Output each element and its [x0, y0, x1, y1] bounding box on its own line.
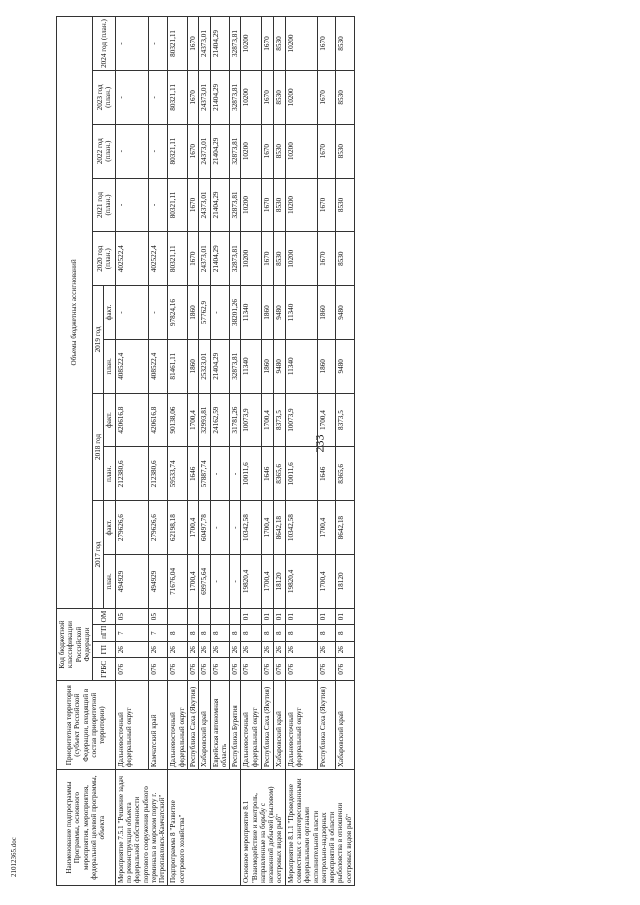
budget-code-cell: 076 — [187, 658, 198, 681]
value-cell: 8530 — [336, 17, 355, 71]
value-cell: - — [230, 447, 241, 501]
budget-code-cell: 8 — [261, 625, 273, 642]
value-cell: 11340 — [241, 339, 262, 393]
value-cell: 80321,11 — [168, 17, 188, 71]
value-cell: 1646 — [317, 447, 336, 501]
table-row — [199, 17, 210, 886]
budget-code-cell: 26 — [149, 641, 168, 658]
budget-code-cell: 26 — [210, 641, 230, 658]
budget-code-cell: 01 — [241, 608, 262, 625]
budget-code-cell: 26 — [187, 641, 198, 658]
value-cell: 80321,11 — [168, 178, 188, 232]
budget-code-cell — [187, 608, 198, 625]
value-cell: 10073,9 — [285, 393, 317, 447]
budget-code-cell: 05 — [149, 608, 168, 625]
value-cell: 1670 — [187, 17, 198, 71]
value-cell: 32873,81 — [230, 232, 241, 286]
value-cell: 10200 — [285, 232, 317, 286]
value-cell: 1670 — [317, 124, 336, 178]
table-row — [241, 17, 262, 886]
value-cell: 10342,58 — [285, 501, 317, 555]
value-cell: 38201,26 — [230, 286, 241, 340]
value-cell: 24373,01 — [199, 17, 210, 71]
value-cell: 420616,8 — [115, 393, 148, 447]
value-cell: 1670 — [317, 17, 336, 71]
value-cell: 1700,4 — [187, 393, 198, 447]
value-cell: 10200 — [285, 178, 317, 232]
value-cell: 10200 — [241, 17, 262, 71]
value-cell: 32873,81 — [230, 124, 241, 178]
value-cell: 8530 — [273, 178, 285, 232]
value-cell: 71676,04 — [168, 555, 188, 609]
header-2019: 2019 год — [93, 286, 104, 394]
value-cell: 1860 — [261, 339, 273, 393]
value-cell: - — [210, 447, 230, 501]
header-2020: 2020 год (план.) — [93, 232, 116, 286]
budget-code-cell: 01 — [285, 608, 317, 625]
value-cell: 10200 — [241, 71, 262, 125]
budget-code-cell: 076 — [199, 658, 210, 681]
value-cell: 80321,11 — [168, 232, 188, 286]
budget-code-cell: 076 — [115, 658, 148, 681]
budget-table — [56, 16, 355, 886]
territory-cell: Дальневосточный федеральный округ — [115, 681, 148, 770]
table-row — [168, 17, 188, 886]
budget-code-cell: 7 — [149, 625, 168, 642]
page-number: 233 — [312, 434, 327, 453]
value-cell: 1860 — [187, 286, 198, 340]
value-cell: 8530 — [273, 71, 285, 125]
value-cell: - — [149, 71, 168, 125]
value-cell: 21404,29 — [210, 71, 230, 125]
header-budget-code: Код бюджетной классификации Российской Федерации — [57, 608, 93, 680]
territory-cell: Камчатский край — [149, 681, 168, 770]
table-row — [230, 17, 241, 886]
value-cell: 24373,01 — [199, 71, 210, 125]
budget-code-cell: 26 — [285, 641, 317, 658]
value-cell: 1670 — [187, 71, 198, 125]
value-cell: 62198,18 — [168, 501, 188, 555]
value-cell: 8365,6 — [336, 447, 355, 501]
value-cell: 1670 — [187, 232, 198, 286]
value-cell: 21404,29 — [210, 339, 230, 393]
value-cell: 9480 — [273, 339, 285, 393]
value-cell: - — [210, 286, 230, 340]
value-cell: 10200 — [285, 124, 317, 178]
value-cell: 10200 — [241, 124, 262, 178]
header-2018-fact: факт. — [104, 393, 115, 447]
value-cell: - — [115, 124, 148, 178]
budget-code-cell: 7 — [115, 625, 148, 642]
value-cell: 60497,78 — [199, 501, 210, 555]
budget-code-cell: 26 — [230, 641, 241, 658]
value-cell: 1670 — [261, 71, 273, 125]
header-2018: 2018 год — [93, 393, 104, 501]
value-cell: 9480 — [336, 286, 355, 340]
value-cell: 19820,4 — [241, 555, 262, 609]
budget-code-cell: 076 — [336, 658, 355, 681]
value-cell: 10011,6 — [241, 447, 262, 501]
territory-cell: Дальневосточный федеральный округ — [285, 681, 317, 770]
value-cell: 10200 — [241, 232, 262, 286]
value-cell: 1700,4 — [261, 555, 273, 609]
table-row — [261, 17, 273, 886]
value-cell: - — [230, 555, 241, 609]
header-2021: 2021 год (план.) — [93, 178, 116, 232]
value-cell: 21404,29 — [210, 232, 230, 286]
value-cell: 1700,4 — [317, 393, 336, 447]
budget-code-cell: 26 — [199, 641, 210, 658]
header-2019-plan: план. — [104, 339, 115, 393]
value-cell: 8642,18 — [273, 501, 285, 555]
budget-code-cell: 076 — [241, 658, 262, 681]
budget-code-cell: 01 — [273, 608, 285, 625]
budget-code-cell: 8 — [199, 625, 210, 642]
value-cell: 494929 — [149, 555, 168, 609]
territory-cell: Республика Бурятия — [230, 681, 241, 770]
value-cell: 1700,4 — [261, 393, 273, 447]
value-cell: - — [115, 286, 148, 340]
value-cell: 10200 — [285, 71, 317, 125]
value-cell: 24373,01 — [199, 178, 210, 232]
budget-code-cell: 8 — [285, 625, 317, 642]
budget-code-cell: 01 — [261, 608, 273, 625]
value-cell: 212380,6 — [149, 447, 168, 501]
value-cell: 80321,11 — [168, 71, 188, 125]
header-2024: 2024 год (план.) — [93, 17, 116, 71]
value-cell: 1670 — [261, 17, 273, 71]
value-cell: 212380,6 — [115, 447, 148, 501]
value-cell: 24373,01 — [199, 232, 210, 286]
budget-code-cell: 01 — [317, 608, 336, 625]
table-row — [273, 17, 285, 886]
value-cell: 402522,4 — [149, 232, 168, 286]
value-cell: 69975,64 — [199, 555, 210, 609]
header-territory: Приоритетная территория (субъект Российской Федерации, входящий в состав приоритетной территории) — [57, 681, 116, 770]
value-cell: 32873,81 — [230, 17, 241, 71]
header-2017-fact: факт. — [104, 501, 115, 555]
value-cell: 10200 — [241, 178, 262, 232]
header-2018-plan: план. — [104, 447, 115, 501]
value-cell: 1670 — [261, 124, 273, 178]
table-row — [149, 17, 168, 886]
value-cell: 8530 — [273, 124, 285, 178]
value-cell: 408522,4 — [149, 339, 168, 393]
header-gp: ГП — [93, 641, 116, 658]
value-cell: 1646 — [261, 447, 273, 501]
budget-code-cell: 8 — [230, 625, 241, 642]
value-cell: 8642,18 — [336, 501, 355, 555]
value-cell: 24162,59 — [210, 393, 230, 447]
value-cell: 10200 — [285, 17, 317, 71]
value-cell: - — [210, 555, 230, 609]
value-cell: 97824,16 — [168, 286, 188, 340]
value-cell: 8373,5 — [336, 393, 355, 447]
territory-cell: Хабаровский край — [336, 681, 355, 770]
value-cell: - — [149, 17, 168, 71]
budget-code-cell: 076 — [230, 658, 241, 681]
value-cell: 8530 — [336, 178, 355, 232]
header-volumes: Объемы бюджетных ассигнований — [57, 17, 93, 609]
budget-code-cell: 26 — [273, 641, 285, 658]
value-cell: 1860 — [261, 286, 273, 340]
value-cell: 21404,29 — [210, 17, 230, 71]
budget-code-cell: 8 — [336, 625, 355, 642]
value-cell: 90138,06 — [168, 393, 188, 447]
budget-table-wrapper — [56, 16, 636, 886]
territory-cell: Республика Саха (Якутия) — [187, 681, 198, 770]
value-cell: 1670 — [187, 178, 198, 232]
value-cell: 1670 — [261, 178, 273, 232]
value-cell: 80321,11 — [168, 124, 188, 178]
value-cell: 11340 — [285, 339, 317, 393]
budget-code-cell: 26 — [336, 641, 355, 658]
value-cell: 402522,4 — [115, 232, 148, 286]
value-cell: - — [115, 71, 148, 125]
value-cell: - — [149, 178, 168, 232]
table-row — [187, 17, 198, 886]
budget-code-cell: 8 — [210, 625, 230, 642]
value-cell: 57762,9 — [199, 286, 210, 340]
program-name-cell: Основное мероприятие 8.1 "Взаимодействие и контроль, направленные на борьбу с незаконной добычей (выловом) осетровых видов рыб" — [241, 770, 285, 886]
territory-cell: Еврейская автономная область — [210, 681, 230, 770]
budget-code-cell: 076 — [149, 658, 168, 681]
budget-code-cell: 8 — [187, 625, 198, 642]
header-2019-fact: факт. — [104, 286, 115, 340]
budget-code-cell: 01 — [336, 608, 355, 625]
value-cell: - — [210, 501, 230, 555]
budget-code-cell — [199, 608, 210, 625]
budget-code-cell — [168, 608, 188, 625]
budget-code-cell: 26 — [261, 641, 273, 658]
value-cell: 1670 — [317, 178, 336, 232]
value-cell: 1670 — [317, 71, 336, 125]
value-cell: 1860 — [317, 286, 336, 340]
value-cell: 1700,4 — [317, 501, 336, 555]
value-cell: 1700,4 — [187, 555, 198, 609]
budget-code-cell: 076 — [317, 658, 336, 681]
territory-cell: Хабаровский край — [273, 681, 285, 770]
budget-code-cell: 076 — [273, 658, 285, 681]
value-cell: 8530 — [336, 124, 355, 178]
budget-code-cell: 8 — [241, 625, 262, 642]
value-cell: 8530 — [273, 232, 285, 286]
value-cell: 19820,4 — [285, 555, 317, 609]
territory-cell: Дальневосточный федеральный округ — [241, 681, 262, 770]
value-cell: 18120 — [336, 555, 355, 609]
value-cell: 18120 — [273, 555, 285, 609]
value-cell: 8530 — [336, 232, 355, 286]
value-cell: 8365,6 — [273, 447, 285, 501]
value-cell: 1670 — [187, 124, 198, 178]
budget-code-cell: 8 — [168, 625, 188, 642]
value-cell: 24373,01 — [199, 124, 210, 178]
budget-code-cell: 26 — [241, 641, 262, 658]
value-cell: 494929 — [115, 555, 148, 609]
budget-code-cell: 076 — [285, 658, 317, 681]
value-cell: 59533,74 — [168, 447, 188, 501]
value-cell: 11340 — [241, 286, 262, 340]
value-cell: 32873,81 — [230, 339, 241, 393]
value-cell: 1646 — [187, 447, 198, 501]
budget-code-cell: 076 — [210, 658, 230, 681]
value-cell: 1700,4 — [317, 555, 336, 609]
value-cell: - — [230, 501, 241, 555]
territory-cell: Республика Саха (Якутия) — [261, 681, 273, 770]
value-cell: 279626,6 — [115, 501, 148, 555]
value-cell: - — [149, 286, 168, 340]
value-cell: 1860 — [317, 339, 336, 393]
value-cell: 31781,26 — [230, 393, 241, 447]
value-cell: 9480 — [273, 286, 285, 340]
value-cell: 11340 — [285, 286, 317, 340]
value-cell: 8373,5 — [273, 393, 285, 447]
header-2023: 2023 год (план.) — [93, 71, 116, 125]
value-cell: 25323,01 — [199, 339, 210, 393]
budget-code-cell: 05 — [115, 608, 148, 625]
budget-code-cell: 26 — [115, 641, 148, 658]
header-2022: 2022 год (план.) — [93, 124, 116, 178]
program-name-cell: Подпрограмма 8 "Развитие осетрового хозяйства" — [168, 770, 241, 886]
value-cell: 21404,29 — [210, 178, 230, 232]
value-cell: 57887,74 — [199, 447, 210, 501]
value-cell: 32873,81 — [230, 178, 241, 232]
budget-code-cell — [210, 608, 230, 625]
header-om: ОМ — [93, 608, 116, 625]
budget-code-cell: 076 — [168, 658, 188, 681]
territory-cell: Республика Саха (Якутия) — [317, 681, 336, 770]
table-row — [115, 17, 148, 886]
value-cell: 408522,4 — [115, 339, 148, 393]
value-cell: - — [115, 178, 148, 232]
header-2017-plan: план. — [104, 555, 115, 609]
value-cell: 1670 — [261, 232, 273, 286]
table-row — [285, 17, 317, 886]
value-cell: 10342,58 — [241, 501, 262, 555]
budget-code-cell: 26 — [317, 641, 336, 658]
value-cell: 1700,4 — [261, 501, 273, 555]
table-row — [336, 17, 355, 886]
budget-code-cell — [230, 608, 241, 625]
header-pgp: пГП — [93, 625, 116, 642]
value-cell: 8530 — [273, 17, 285, 71]
program-name-cell: Мероприятие 7.5.1 "Решение задач по реконструкции объекта федеральной собственности портового сооружения рыбного терминала в морском порту г. Петропавловск-Камчатский" — [115, 770, 168, 886]
value-cell: 8530 — [336, 71, 355, 125]
value-cell: 81461,11 — [168, 339, 188, 393]
program-name-cell: Мероприятие 8.1.1 "Проведение совместных с заинтересованными федеральными органами исполнительной власти контрольно-надзорных мероприятий в области рыболовства в отношении осетровых видов рыб" — [285, 770, 354, 886]
value-cell: 279626,6 — [149, 501, 168, 555]
value-cell: - — [115, 17, 148, 71]
budget-code-cell: 8 — [317, 625, 336, 642]
table-row — [210, 17, 230, 886]
value-cell: 1700,4 — [187, 501, 198, 555]
budget-code-cell: 26 — [168, 641, 188, 658]
value-cell: 1860 — [187, 339, 198, 393]
header-2017: 2017 год — [93, 501, 104, 609]
territory-cell: Хабаровский край — [199, 681, 210, 770]
header-grbs: ГРБС — [93, 658, 116, 681]
value-cell: 9480 — [336, 339, 355, 393]
budget-code-cell: 076 — [261, 658, 273, 681]
value-cell: 10011,6 — [285, 447, 317, 501]
budget-code-cell: 8 — [273, 625, 285, 642]
table-row — [317, 17, 336, 886]
document-code: 21012365.doc — [10, 837, 18, 877]
value-cell: 32873,81 — [230, 71, 241, 125]
value-cell: 420616,8 — [149, 393, 168, 447]
value-cell: 32993,81 — [199, 393, 210, 447]
value-cell: - — [149, 124, 168, 178]
header-name: Наименование подпрограммы Программы, основного мероприятия, мероприятия, федеральной целевой программы, объекта — [57, 770, 116, 886]
territory-cell: Дальневосточный федеральный округ — [168, 681, 188, 770]
value-cell: 1670 — [317, 232, 336, 286]
value-cell: 10073,9 — [241, 393, 262, 447]
table-body — [115, 17, 354, 886]
value-cell: 21404,29 — [210, 124, 230, 178]
